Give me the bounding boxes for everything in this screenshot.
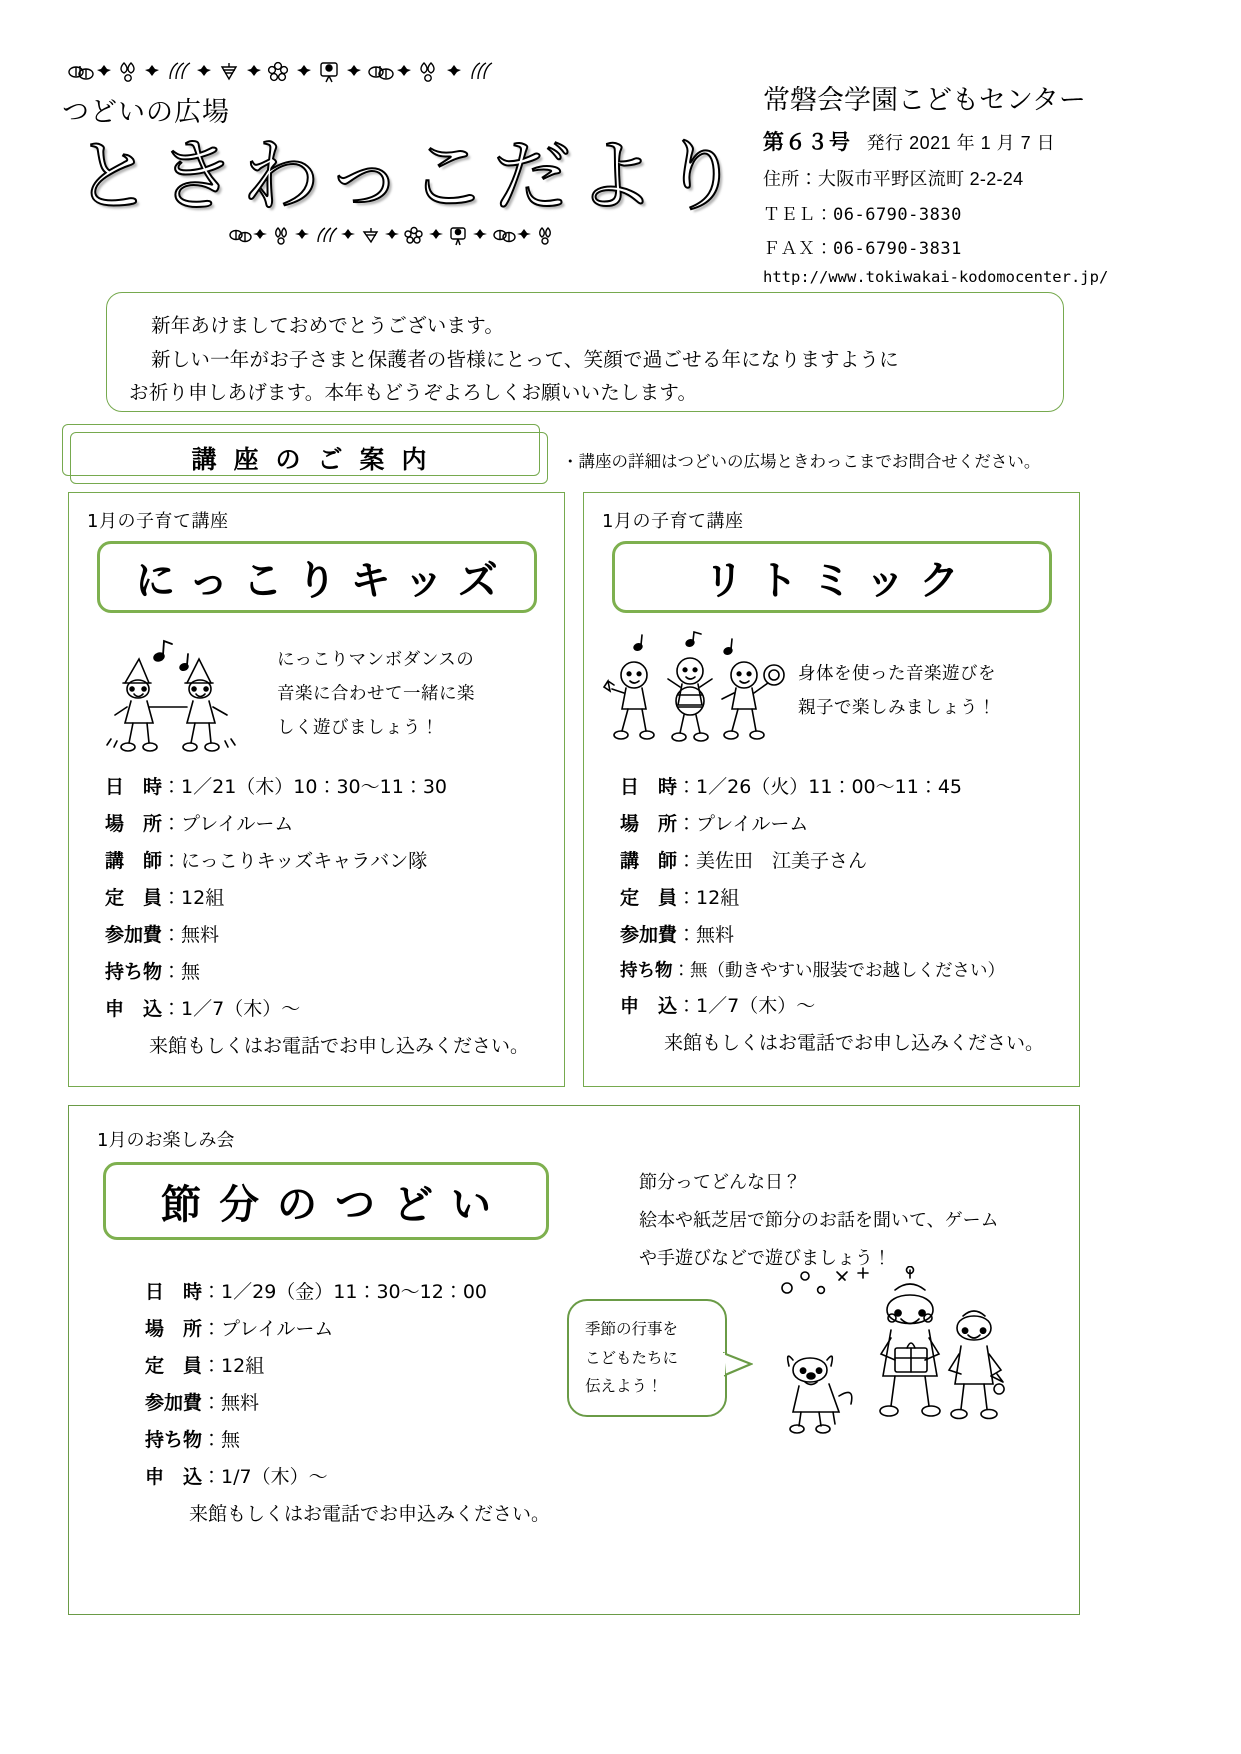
detail-row: [105, 843, 564, 880]
course-card-nikkori-kids: [68, 492, 565, 1087]
bubble-line: こどもたちに: [585, 1348, 679, 1367]
section-note: ・講座の詳細はつどいの広場ときわっこまでお問合せください。: [562, 452, 1041, 471]
detail-value: 美佐田 江美子さん: [696, 850, 868, 873]
detail-value: 1／21（木）10：30～11：30: [181, 776, 448, 798]
detail-value: 無料: [221, 1392, 260, 1415]
detail-colon: ：: [677, 776, 697, 798]
detail-colon: ：: [202, 1429, 222, 1452]
detail-row: [620, 880, 1079, 917]
detail-value: 無料: [696, 924, 735, 947]
detail-colon: ：: [202, 1281, 222, 1303]
seasonal-ornament-row-bottom-icon: [227, 223, 682, 249]
detail-label: 持ち物: [145, 1429, 203, 1452]
detail-row: [105, 954, 564, 991]
event-title: 節分のつどい: [161, 1182, 509, 1227]
detail-colon: ：: [202, 1466, 222, 1489]
detail-colon: ：: [677, 850, 697, 873]
speech-bubble-tail-icon: [723, 1351, 753, 1377]
detail-label: 場 所: [105, 813, 163, 836]
masthead: [62, 58, 746, 288]
detail-label: 定 員: [145, 1355, 203, 1378]
course-title-pill: [97, 541, 537, 613]
detail-label: 持ち物: [620, 961, 673, 982]
issue-number: 第６３号: [763, 131, 851, 154]
detail-colon: ：: [202, 1392, 222, 1415]
detail-row: [620, 806, 1079, 843]
section-heading-title: 講座のご案内: [191, 446, 444, 474]
course-description-line: しく遊びましょう！: [277, 718, 439, 739]
detail-value: 1／7（木）～: [181, 998, 301, 1021]
issue-date: 発行 2021 年 1 月 7 日: [866, 133, 1056, 153]
detail-colon: ：: [162, 850, 182, 873]
course-kicker: 1月の子育て講座: [602, 511, 744, 532]
event-card-setsubun: [68, 1105, 1080, 1615]
detail-value: 12組: [221, 1355, 265, 1378]
event-description: [639, 1164, 999, 1277]
detail-colon: ：: [162, 961, 182, 984]
detail-value: にっこりキッズキャラバン隊: [181, 850, 428, 873]
event-application-note: 来館もしくはお電話でお申込みください。: [189, 1503, 551, 1526]
course-title: リトミック: [703, 558, 974, 603]
detail-value: 1／7（木）～: [696, 995, 816, 1018]
course-kicker: 1月の子育て講座: [87, 511, 229, 532]
detail-label: 持ち物: [105, 961, 163, 984]
detail-colon: ：: [202, 1355, 222, 1378]
detail-colon: ：: [162, 776, 182, 798]
speech-bubble-body: [567, 1299, 727, 1417]
masthead-subtitle: つどいの広場: [62, 97, 230, 128]
detail-colon: ：: [677, 813, 697, 836]
course-description-line: 音楽に合わせて一緒に楽: [277, 684, 475, 705]
greeting-line-2: 新しい一年がお子さまと保護者の皆様にとって、笑顔で過ごせる年になりますように: [151, 347, 899, 371]
detail-colon: ：: [162, 924, 182, 947]
detail-label: 参加費: [145, 1392, 203, 1415]
website-url[interactable]: http://www.tokiwakai-kodomocenter.jp/: [763, 268, 1109, 286]
detail-label: 日 時: [145, 1281, 203, 1303]
course-title: にっこりキッズ: [135, 558, 512, 603]
organization-name: 常磐会学園こどもセンター: [763, 85, 1086, 116]
course-description: [277, 631, 550, 745]
detail-colon: ：: [202, 1318, 222, 1341]
detail-label: 申 込: [145, 1466, 203, 1489]
detail-value: 1／26（火）11：00～11：45: [696, 776, 963, 798]
detail-value: プレイルーム: [181, 813, 294, 836]
detail-value: 12組: [181, 887, 225, 910]
course-intro: [584, 631, 1079, 761]
seasonal-ornament-row-top-icon: [62, 58, 682, 84]
detail-value: プレイルーム: [696, 813, 809, 836]
detail-row: [145, 1459, 1079, 1496]
detail-row: [620, 843, 1079, 880]
detail-row: [105, 806, 564, 843]
detail-colon: ：: [677, 924, 697, 947]
detail-colon: ：: [162, 813, 182, 836]
address-line: 住所：大阪市平野区流町 2-2-24: [763, 169, 1024, 189]
detail-row: [620, 917, 1079, 954]
organization-info: [763, 78, 1183, 286]
detail-label: 申 込: [620, 995, 678, 1018]
issue-line: [763, 126, 1183, 156]
event-description-line: 節分ってどんな日？: [639, 1172, 801, 1193]
greeting-line-3: お祈り申しあげます。本年もどうぞよろしくお願いいたします。: [129, 381, 698, 405]
detail-colon: ：: [162, 998, 182, 1021]
section-heading-area: [62, 424, 1062, 490]
detail-label: 参加費: [620, 924, 678, 947]
detail-value: 無: [221, 1429, 241, 1452]
course-description-line: にっこりマンボダンスの: [277, 650, 475, 670]
detail-value: 1／29（金）11：30～12：00: [221, 1281, 488, 1303]
course-description-line: 親子で楽しみましょう！: [798, 698, 996, 719]
detail-label: 講 師: [620, 850, 678, 873]
detail-colon: ：: [677, 887, 697, 910]
event-kicker: 1月のお楽しみ会: [97, 1130, 235, 1151]
detail-value: 無: [181, 961, 201, 984]
detail-value: 無料: [181, 924, 220, 947]
detail-row: [105, 880, 564, 917]
detail-colon: ：: [672, 961, 690, 982]
detail-row: [620, 769, 1079, 806]
detail-row: [105, 769, 564, 806]
two-children-dancing-icon: [87, 631, 277, 761]
course-detail-list: [584, 769, 1079, 1062]
detail-label: 講 師: [105, 850, 163, 873]
new-year-greeting-box: [106, 292, 1064, 412]
speech-bubble: [567, 1299, 727, 1417]
event-description-line: や手遊びなどで遊びましょう！: [639, 1247, 891, 1269]
fax-line: ＦＡＸ：06-6790-3831: [763, 239, 962, 259]
greeting-line-1: 新年あけましておめでとうございます。: [151, 314, 505, 337]
three-children-with-instruments-icon: [602, 631, 792, 761]
detail-row: [105, 917, 564, 954]
section-heading-box: [70, 432, 548, 484]
course-application-note: 来館もしくはお電話でお申し込みください。: [664, 1032, 1045, 1055]
course-description: [792, 631, 1065, 725]
detail-label: 定 員: [620, 887, 678, 910]
detail-value: 12組: [696, 887, 740, 910]
detail-label: 申 込: [105, 998, 163, 1021]
detail-value: プレイルーム: [221, 1318, 334, 1341]
detail-row: [620, 954, 1079, 988]
course-detail-list: [69, 769, 564, 1065]
detail-value: 無（動きやすい服装でお越しください）: [690, 961, 1005, 982]
detail-label: 定 員: [105, 887, 163, 910]
detail-colon: ：: [677, 995, 697, 1018]
course-card-rhythmic: [583, 492, 1080, 1087]
course-description-line: 身体を使った音楽遊びを: [798, 664, 996, 684]
children-dog-and-gift-icon: [759, 1266, 1049, 1451]
page-title: ときわっこだより: [74, 132, 746, 222]
event-description-line: 絵本や紙芝居で節分のお話を聞いて、ゲーム: [639, 1209, 999, 1231]
course-application-note: 来館もしくはお電話でお申し込みください。: [149, 1035, 530, 1058]
detail-label: 場 所: [620, 813, 678, 836]
detail-row: [105, 991, 564, 1028]
telephone-line: ＴＥＬ：06-6790-3830: [763, 205, 962, 225]
detail-value: 1/7（木）～: [221, 1466, 328, 1489]
detail-label: 参加費: [105, 924, 163, 947]
bubble-line: 伝えよう！: [585, 1377, 663, 1396]
bubble-line: 季節の行事を: [585, 1319, 679, 1338]
detail-label: 日 時: [105, 776, 163, 798]
detail-colon: ：: [162, 887, 182, 910]
detail-row: [620, 988, 1079, 1025]
course-title-pill: [612, 541, 1052, 613]
event-title-pill: [103, 1162, 549, 1240]
course-intro: [69, 631, 564, 761]
detail-label: 場 所: [145, 1318, 203, 1341]
detail-label: 日 時: [620, 776, 678, 798]
